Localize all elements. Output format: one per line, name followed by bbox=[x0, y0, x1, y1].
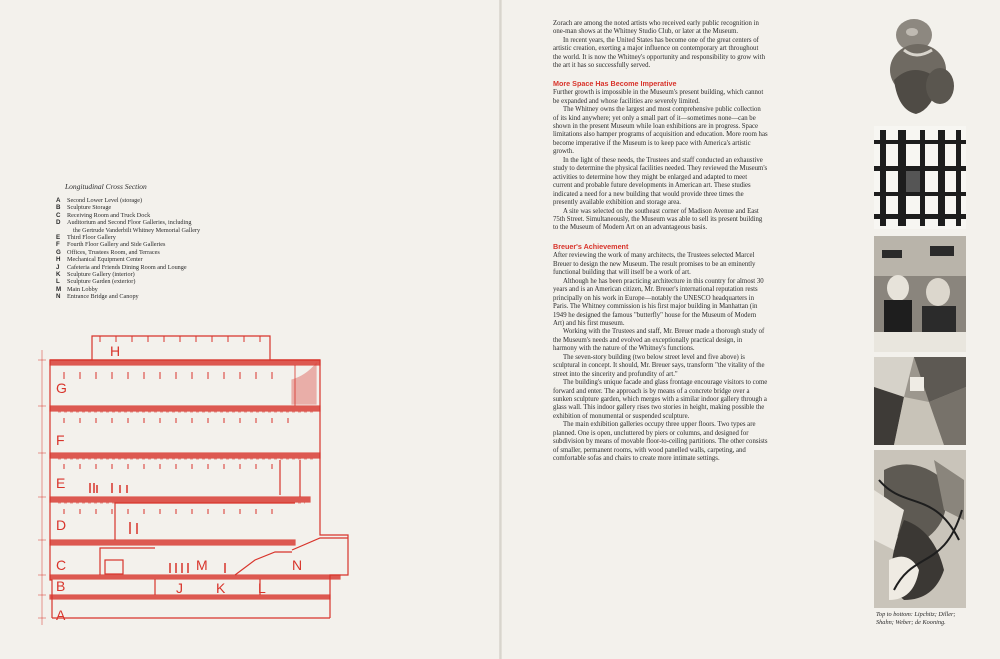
article-paragraph: In the light of these needs, the Trustees and staff conducted an exhaustive study to determine the physical facilities needed. They reviewed the Museum's activities to determine how they might be enlarged and adapted to meet current and probable future developments in American art. These studies indicated a need for a new building that would provide three times the presently available exhibition and storage area. bbox=[553, 156, 768, 207]
legend-item bbox=[56, 227, 296, 234]
legend-list bbox=[56, 197, 296, 301]
legend-item bbox=[56, 293, 296, 300]
article-paragraph: Zorach are among the noted artists who received early public recognition in one-man shows at the Whitney Studio Club, or later at the Museum. bbox=[553, 20, 759, 36]
legend-key: E bbox=[56, 234, 61, 242]
legend-text: Sculpture Garden (exterior) bbox=[67, 278, 136, 286]
legend-key: N bbox=[56, 293, 61, 301]
label-e: E bbox=[56, 475, 66, 491]
article-paragraph: A site was selected on the southeast corner of Madison Avenue and East 75th Street. Simultaneously, the Museum was able to sell its present building to the Museum of Modern Art on an advantageous basis. bbox=[553, 207, 763, 232]
legend-item bbox=[56, 197, 296, 204]
page-fold bbox=[499, 0, 502, 659]
legend-key: L bbox=[56, 278, 60, 286]
article-paragraph: Although he has been practicing architecture in this country for almost 30 years and is an American citizen, Mr. Breuer's international reputation rests principally on his work in Europe—notably the UNESCO headquarters in Paris. The Whitney commission is his first major building in Manhattan (in 1949 he designed the famous "butterfly" house for the Museum of Modern Art) and his first museum. bbox=[553, 277, 764, 327]
legend-text: Main Lobby bbox=[67, 285, 98, 293]
legend-item bbox=[56, 249, 296, 256]
article-paragraph: Working with the Trustees and staff, Mr. Breuer made a thorough study of the Museum's needs and evolved an exceptionally practical design, in harmony with the nature of the Whitney's functions. bbox=[553, 328, 765, 353]
legend-item bbox=[56, 271, 296, 278]
article-paragraph: The seven-story building (two below street level and five above) is sculptural in concept. It should, Mr. Breuer says, transform "the vitality of the street into the sincerity and profundity of art." bbox=[553, 353, 765, 378]
label-b: B bbox=[56, 578, 66, 594]
section-heading: More Space Has Become Imperative bbox=[553, 78, 677, 88]
legend-key bbox=[56, 227, 67, 234]
legend-item bbox=[56, 212, 296, 219]
legend-item bbox=[56, 286, 296, 293]
legend-item bbox=[56, 234, 296, 241]
label-j: J bbox=[176, 580, 183, 596]
de-kooning-painting-image bbox=[874, 450, 966, 608]
legend-title: Longitudinal Cross Section bbox=[65, 182, 147, 191]
legend-text: Mechanical Equipment Center bbox=[67, 256, 143, 264]
label-k: K bbox=[216, 580, 226, 596]
label-d: D bbox=[56, 517, 67, 533]
article-paragraph: The building's unique facade and glass frontage encourage visitors to come forward and enter. The approach is by means of a concrete bridge over a sunken sculpture garden, which merges with a similar indoor gallery through a glass wall. This indoor gallery rises two stories in height, making possible the exhibition of monumental or suspended sculpture. bbox=[553, 379, 768, 420]
article-paragraph: The main exhibition galleries occupy three upper floors. Two types are planned. One is open, uncluttered by piers or columns, and designed for subdivision by means of movable floor-to-ceiling partitions. The other consists of smaller, permanent rooms, with wood panelled walls, carpeting, and comfortable sofas and chairs to create more intimate settings. bbox=[553, 421, 768, 463]
shahn-painting-image bbox=[874, 236, 966, 352]
legend-key: M bbox=[56, 285, 62, 293]
label-f: F bbox=[56, 432, 65, 448]
cross-section-svg bbox=[30, 320, 360, 630]
lipchitz-sculpture-image bbox=[874, 10, 966, 120]
legend-key: F bbox=[56, 241, 60, 249]
cross-section-drawing bbox=[30, 320, 360, 630]
article-paragraph: Further growth is impossible in the Museum's present building, which cannot be expanded and whose facilities are severely limited. bbox=[553, 89, 764, 105]
legend-text: Cafeteria and Friends Dining Room and Lounge bbox=[67, 263, 187, 271]
cross-section-legend bbox=[56, 182, 296, 301]
legend-key: B bbox=[56, 204, 61, 212]
legend-key: A bbox=[56, 197, 61, 204]
label-l: L bbox=[258, 580, 266, 596]
legend-item bbox=[56, 256, 296, 263]
legend-text: Auditorium and Second Floor Galleries, including bbox=[67, 219, 192, 227]
legend-item bbox=[56, 241, 296, 248]
legend-key: G bbox=[56, 248, 61, 256]
legend-item bbox=[56, 219, 296, 226]
legend-key: D bbox=[56, 219, 61, 227]
label-g: G bbox=[56, 380, 67, 396]
legend-text: Second Lower Level (storage) bbox=[67, 197, 143, 204]
artwork-caption: Top to bottom: Lipchitz; Diller; Shahn; Weber; de Kooning. bbox=[876, 611, 956, 626]
label-c: C bbox=[56, 557, 67, 573]
article-paragraph: In recent years, the United States has become one of the great centers of artistic creation, exerting a major influence on contemporary art throughout the world. It is now the Whitney's opportunity and responsibility to grow with the art it has so successfully served. bbox=[553, 36, 765, 70]
label-a: A bbox=[56, 607, 66, 623]
legend-text: Sculpture Gallery (interior) bbox=[67, 271, 135, 279]
legend-item bbox=[56, 204, 296, 211]
legend-text: Offices, Trustees Room, and Terraces bbox=[67, 248, 160, 256]
legend-text: Third Floor Gallery bbox=[67, 234, 116, 242]
legend-key: H bbox=[56, 256, 61, 264]
diller-painting-image bbox=[874, 126, 966, 229]
article-paragraph: The Whitney owns the largest and most comprehensive public collection of its kind anywhere; yet only a small part of it—sometimes none—can be shown in the present Museum while loan exhibitions are in progress. Space limitations also hamper programs of acquisition and education. More room has become imperative if the Museum is to keep pace with America's artistic growth. bbox=[553, 106, 768, 156]
legend-text: the Gertrude Vanderbilt Whitney Memorial Gallery bbox=[73, 226, 201, 234]
section-heading: Breuer's Achievement bbox=[553, 241, 629, 251]
article-paragraph: After reviewing the work of many architects, the Trustees selected Marcel Breuer to design the new Museum. The result promises to be an eminently functional building that will itself be a work of art. bbox=[553, 252, 756, 277]
legend-key: C bbox=[56, 211, 61, 219]
legend-item bbox=[56, 278, 296, 285]
legend-key: J bbox=[56, 263, 60, 271]
legend-key: K bbox=[56, 271, 61, 279]
label-n: N bbox=[292, 557, 303, 573]
article-column bbox=[553, 20, 768, 464]
weber-painting-image bbox=[874, 357, 966, 445]
label-h: H bbox=[110, 343, 121, 359]
legend-text: Sculpture Storage bbox=[67, 204, 112, 212]
legend-text: Fourth Floor Gallery and Side Galleries bbox=[67, 241, 166, 249]
legend-item bbox=[56, 264, 296, 271]
legend-text: Entrance Bridge and Canopy bbox=[67, 293, 139, 301]
label-m: M bbox=[196, 557, 208, 573]
legend-text: Receiving Room and Truck Dock bbox=[67, 211, 151, 219]
